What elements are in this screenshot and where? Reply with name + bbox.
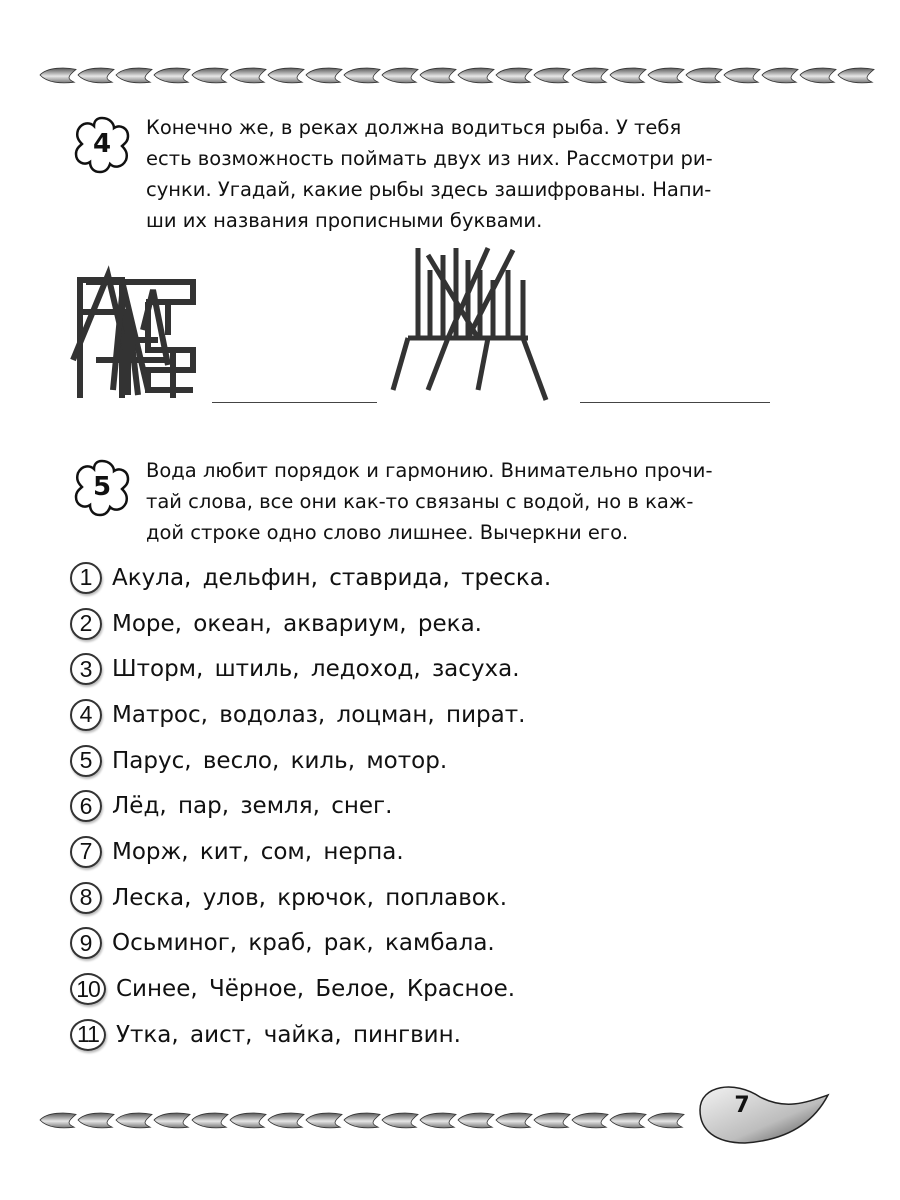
leaf-icon	[724, 68, 760, 83]
task-text-line: тай слова, все они как-то связаны с водой, но в каж-	[146, 490, 694, 513]
leaf-icon	[344, 68, 380, 83]
leaf-icon	[762, 68, 798, 83]
leaf-icon	[230, 1113, 266, 1128]
leaf-icon	[268, 68, 304, 83]
leaf-icon	[420, 1113, 456, 1128]
item-number-circle: 11	[70, 1019, 106, 1051]
item-words[interactable]: Синее, Чёрное, Белое, Красное.	[116, 976, 516, 1003]
item-number-circle: 5	[70, 745, 102, 777]
list-item	[70, 829, 830, 875]
leaf-icon	[420, 68, 456, 83]
leaf-icon	[496, 1113, 532, 1128]
leaf-icon	[268, 1113, 304, 1128]
leaf-icon	[800, 68, 836, 83]
item-words[interactable]: Морж, кит, сом, нерпа.	[112, 838, 404, 865]
item-words[interactable]: Матрос, водолаз, лоцман, пират.	[112, 701, 526, 728]
item-number-circle: 1	[70, 562, 102, 594]
item-words[interactable]: Лёд, пар, земля, снег.	[112, 793, 393, 820]
leaf-icon	[648, 68, 684, 83]
bottom-leaf-border-icon	[0, 1075, 900, 1165]
item-words[interactable]: Море, океан, аквариум, река.	[112, 610, 482, 637]
item-number-circle: 2	[70, 608, 102, 640]
task-5-text	[146, 455, 794, 548]
item-number-circle: 10	[70, 973, 106, 1005]
item-number-circle: 7	[70, 836, 102, 868]
leaf-icon	[838, 68, 874, 83]
item-words[interactable]: Парус, весло, киль, мотор.	[112, 747, 448, 774]
item-words[interactable]: Утка, аист, чайка, пингвин.	[116, 1021, 461, 1048]
task-4-text	[146, 112, 794, 236]
list-item	[70, 555, 830, 601]
task-text-line: дой строке одно слово лишнее. Вычеркни его.	[146, 521, 629, 544]
leaf-icon	[192, 1113, 228, 1128]
list-item	[70, 1012, 830, 1058]
leaf-icon	[78, 1113, 114, 1128]
task-text-line: Конечно же, в реках должна водиться рыба. У тебя	[146, 116, 682, 139]
item-words[interactable]: Леска, улов, крючок, поплавок.	[112, 884, 508, 911]
task-number: 5	[92, 472, 112, 502]
task-text-line: сунки. Угадай, какие рыбы здесь зашифрованы. Напи-	[146, 178, 712, 201]
leaf-icon	[306, 68, 342, 83]
leaf-icon	[458, 1113, 494, 1128]
item-words[interactable]: Осьминог, краб, рак, камбала.	[112, 930, 495, 957]
leaf-icon	[534, 1113, 570, 1128]
leaf-icon	[40, 1113, 76, 1128]
answer-line-1[interactable]	[212, 402, 377, 403]
page-number: 7	[734, 1093, 750, 1118]
task-text-line: ши их названия прописными буквами.	[146, 209, 543, 232]
list-item	[70, 601, 830, 647]
leaf-icon	[192, 68, 228, 83]
word-list	[70, 555, 830, 1058]
leaf-icon	[40, 68, 76, 83]
leaf-icon	[78, 68, 114, 83]
leaf-icon	[572, 1113, 608, 1128]
list-item	[70, 921, 830, 967]
list-item	[70, 692, 830, 738]
item-number-circle: 4	[70, 699, 102, 731]
task-text-line: есть возможность поймать двух из них. Рассмотри ри-	[146, 147, 713, 170]
page-leaf-icon	[700, 1087, 828, 1143]
fish-letter-puzzle-icon	[393, 248, 546, 400]
leaf-icon	[648, 1113, 684, 1128]
leaf-icon	[686, 68, 722, 83]
leaf-icon	[154, 1113, 190, 1128]
leaf-icon	[382, 1113, 418, 1128]
leaf-icon	[496, 68, 532, 83]
task-number: 4	[92, 129, 112, 159]
item-number-circle: 8	[70, 882, 102, 914]
leaf-icon	[230, 68, 266, 83]
task-text-line: Вода любит порядок и гармонию. Внимательно прочи-	[146, 459, 713, 482]
leaf-icon	[610, 1113, 646, 1128]
leaf-icon	[116, 68, 152, 83]
item-number-circle: 9	[70, 927, 102, 959]
leaf-icon	[458, 68, 494, 83]
leaf-icon	[306, 1113, 342, 1128]
item-number-circle: 3	[70, 653, 102, 685]
item-words[interactable]: Акула, дельфин, ставрида, треска.	[112, 564, 552, 591]
top-leaf-border-icon	[0, 55, 900, 95]
answer-line-2[interactable]	[580, 402, 770, 403]
list-item	[70, 875, 830, 921]
list-item	[70, 646, 830, 692]
fish-letter-puzzle-icon	[73, 275, 193, 398]
list-item	[70, 783, 830, 829]
list-item	[70, 738, 830, 784]
leaf-icon	[116, 1113, 152, 1128]
leaf-icon	[572, 68, 608, 83]
leaf-icon	[154, 68, 190, 83]
item-words[interactable]: Шторм, штиль, ледоход, засуха.	[112, 656, 520, 683]
leaf-icon	[534, 68, 570, 83]
leaf-icon	[344, 1113, 380, 1128]
puzzle-pictures	[68, 240, 788, 415]
item-number-circle: 6	[70, 790, 102, 822]
leaf-icon	[610, 68, 646, 83]
list-item	[70, 966, 830, 1012]
leaf-icon	[382, 68, 418, 83]
